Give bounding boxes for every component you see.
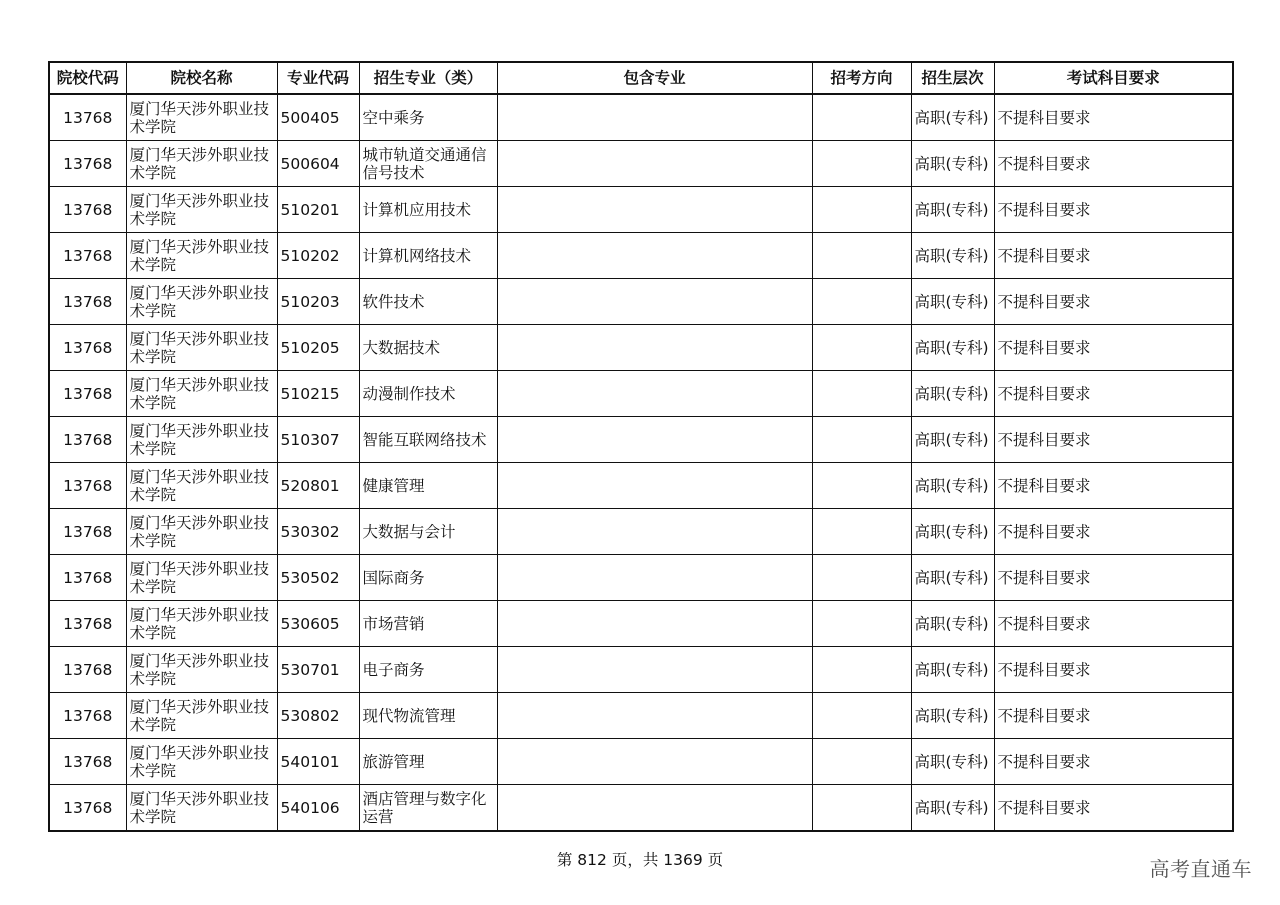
cell-school-name: 厦门华天涉外职业技术学院 [126,509,277,555]
cell-requirement: 不提科目要求 [994,739,1233,785]
cell-major: 智能互联网络技术 [359,417,497,463]
cell-level: 高职(专科) [911,325,994,371]
cell-major: 电子商务 [359,647,497,693]
cell-major-code: 510202 [277,233,359,279]
cell-school-name: 厦门华天涉外职业技术学院 [126,94,277,141]
cell-major: 大数据与会计 [359,509,497,555]
cell-school-code: 13768 [49,739,126,785]
cell-major: 城市轨道交通通信信号技术 [359,141,497,187]
cell-school-name: 厦门华天涉外职业技术学院 [126,739,277,785]
cell-included-majors [497,601,812,647]
cell-level: 高职(专科) [911,739,994,785]
header-major-code: 专业代码 [277,62,359,94]
cell-major: 计算机应用技术 [359,187,497,233]
cell-major: 旅游管理 [359,739,497,785]
cell-included-majors [497,325,812,371]
cell-school-name: 厦门华天涉外职业技术学院 [126,417,277,463]
cell-level: 高职(专科) [911,647,994,693]
cell-direction [812,233,911,279]
table-row [49,279,1233,325]
cell-major-code: 530502 [277,555,359,601]
table-header-row [49,62,1233,94]
cell-school-code: 13768 [49,279,126,325]
cell-school-name: 厦门华天涉外职业技术学院 [126,141,277,187]
cell-school-code: 13768 [49,693,126,739]
cell-major-code: 510203 [277,279,359,325]
header-level: 招生层次 [911,62,994,94]
table-row [49,509,1233,555]
cell-school-code: 13768 [49,555,126,601]
cell-level: 高职(专科) [911,141,994,187]
cell-major: 大数据技术 [359,325,497,371]
cell-included-majors [497,233,812,279]
table-row [49,325,1233,371]
cell-major-code: 500604 [277,141,359,187]
table-body [49,94,1233,831]
page-number: 第 812 页，共 1369 页 [556,851,724,869]
header-included-majors: 包含专业 [497,62,812,94]
cell-level: 高职(专科) [911,279,994,325]
cell-included-majors [497,463,812,509]
cell-included-majors [497,94,812,141]
cell-school-code: 13768 [49,785,126,832]
table-row [49,94,1233,141]
table-row [49,371,1233,417]
watermark-logo-text: 高考直通车 [1149,857,1252,881]
cell-level: 高职(专科) [911,233,994,279]
cell-level: 高职(专科) [911,417,994,463]
cell-major-code: 540106 [277,785,359,832]
cell-school-name: 厦门华天涉外职业技术学院 [126,279,277,325]
cell-major-code: 530302 [277,509,359,555]
cell-included-majors [497,417,812,463]
cell-level: 高职(专科) [911,693,994,739]
cell-school-code: 13768 [49,187,126,233]
cell-direction [812,141,911,187]
cell-major-code: 530701 [277,647,359,693]
cell-level: 高职(专科) [911,785,994,832]
cell-direction [812,601,911,647]
table-row [49,647,1233,693]
cell-included-majors [497,371,812,417]
cell-major: 动漫制作技术 [359,371,497,417]
cell-direction [812,555,911,601]
table-row [49,417,1233,463]
admissions-table-container [48,61,1234,832]
cell-requirement: 不提科目要求 [994,693,1233,739]
cell-school-code: 13768 [49,601,126,647]
cell-school-code: 13768 [49,94,126,141]
header-direction: 招考方向 [812,62,911,94]
admissions-table [48,61,1234,832]
cell-requirement: 不提科目要求 [994,555,1233,601]
cell-level: 高职(专科) [911,509,994,555]
cell-major: 空中乘务 [359,94,497,141]
table-row [49,601,1233,647]
cell-requirement: 不提科目要求 [994,187,1233,233]
cell-major-code: 510201 [277,187,359,233]
cell-requirement: 不提科目要求 [994,94,1233,141]
cell-major: 酒店管理与数字化运营 [359,785,497,832]
cell-school-name: 厦门华天涉外职业技术学院 [126,187,277,233]
cell-level: 高职(专科) [911,601,994,647]
cell-requirement: 不提科目要求 [994,417,1233,463]
cell-direction [812,187,911,233]
cell-major: 软件技术 [359,279,497,325]
cell-direction [812,463,911,509]
cell-direction [812,94,911,141]
cell-direction [812,647,911,693]
table-row [49,141,1233,187]
cell-requirement: 不提科目要求 [994,141,1233,187]
cell-included-majors [497,785,812,832]
header-school-code: 院校代码 [49,62,126,94]
cell-included-majors [497,739,812,785]
cell-direction [812,371,911,417]
cell-school-code: 13768 [49,463,126,509]
cell-school-name: 厦门华天涉外职业技术学院 [126,371,277,417]
cell-included-majors [497,187,812,233]
header-school-name: 院校名称 [126,62,277,94]
cell-requirement: 不提科目要求 [994,325,1233,371]
cell-direction [812,693,911,739]
cell-included-majors [497,647,812,693]
cell-school-code: 13768 [49,233,126,279]
table-row [49,463,1233,509]
cell-major-code: 510205 [277,325,359,371]
cell-level: 高职(专科) [911,463,994,509]
cell-included-majors [497,141,812,187]
cell-direction [812,739,911,785]
cell-requirement: 不提科目要求 [994,601,1233,647]
cell-major-code: 510215 [277,371,359,417]
cell-direction [812,509,911,555]
cell-included-majors [497,509,812,555]
cell-major: 现代物流管理 [359,693,497,739]
cell-requirement: 不提科目要求 [994,233,1233,279]
cell-requirement: 不提科目要求 [994,509,1233,555]
cell-school-name: 厦门华天涉外职业技术学院 [126,647,277,693]
cell-school-name: 厦门华天涉外职业技术学院 [126,325,277,371]
table-row [49,555,1233,601]
cell-direction [812,417,911,463]
cell-requirement: 不提科目要求 [994,371,1233,417]
cell-requirement: 不提科目要求 [994,463,1233,509]
cell-requirement: 不提科目要求 [994,785,1233,832]
cell-level: 高职(专科) [911,187,994,233]
cell-school-name: 厦门华天涉外职业技术学院 [126,785,277,832]
cell-school-name: 厦门华天涉外职业技术学院 [126,693,277,739]
table-row [49,785,1233,832]
cell-school-code: 13768 [49,141,126,187]
cell-major-code: 540101 [277,739,359,785]
cell-included-majors [497,279,812,325]
table-row [49,739,1233,785]
cell-major-code: 530802 [277,693,359,739]
cell-major: 健康管理 [359,463,497,509]
cell-level: 高职(专科) [911,371,994,417]
table-row [49,693,1233,739]
cell-major-code: 530605 [277,601,359,647]
cell-direction [812,279,911,325]
cell-direction [812,325,911,371]
cell-school-name: 厦门华天涉外职业技术学院 [126,601,277,647]
header-major: 招生专业（类） [359,62,497,94]
cell-level: 高职(专科) [911,94,994,141]
header-requirement: 考试科目要求 [994,62,1233,94]
cell-school-code: 13768 [49,371,126,417]
cell-school-code: 13768 [49,509,126,555]
cell-major-code: 510307 [277,417,359,463]
cell-level: 高职(专科) [911,555,994,601]
cell-school-name: 厦门华天涉外职业技术学院 [126,555,277,601]
cell-school-name: 厦门华天涉外职业技术学院 [126,233,277,279]
cell-school-name: 厦门华天涉外职业技术学院 [126,463,277,509]
cell-major-code: 500405 [277,94,359,141]
cell-included-majors [497,555,812,601]
cell-direction [812,785,911,832]
cell-school-code: 13768 [49,417,126,463]
cell-included-majors [497,693,812,739]
cell-requirement: 不提科目要求 [994,647,1233,693]
table-row [49,233,1233,279]
cell-school-code: 13768 [49,647,126,693]
table-row [49,187,1233,233]
cell-school-code: 13768 [49,325,126,371]
cell-major: 计算机网络技术 [359,233,497,279]
cell-major-code: 520801 [277,463,359,509]
cell-major: 市场营销 [359,601,497,647]
cell-requirement: 不提科目要求 [994,279,1233,325]
cell-major: 国际商务 [359,555,497,601]
